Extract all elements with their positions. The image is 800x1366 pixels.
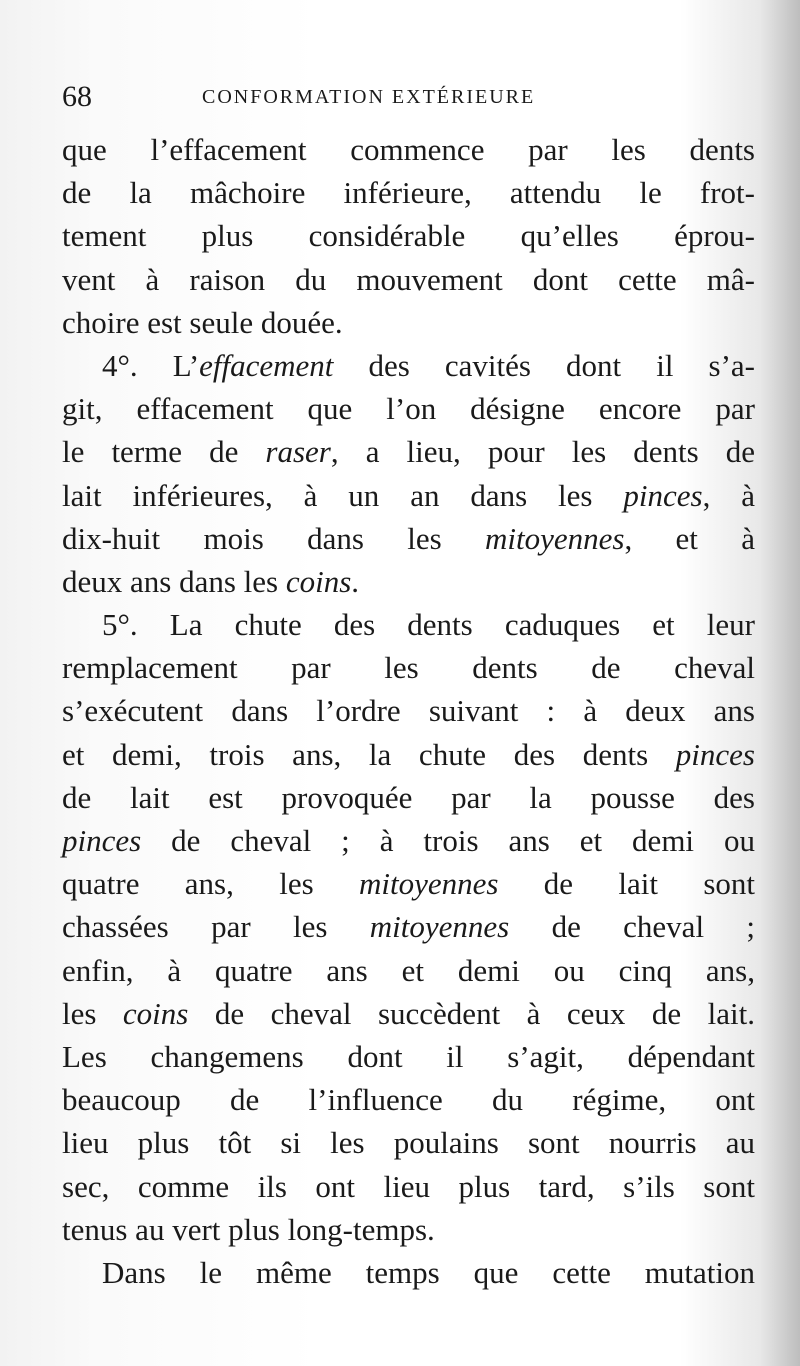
text-line: beaucoup de l’influence du régime, ont bbox=[62, 1082, 755, 1118]
italic-term: pinces bbox=[623, 477, 703, 513]
paragraph-5-start: 5°. La chute des dents caduques et leur bbox=[102, 607, 755, 643]
paragraph-next-start: Dans le même temps que cette mutation bbox=[102, 1254, 755, 1290]
paragraph-4-start: 4°. L’effacement des cavités dont il s’a- bbox=[102, 347, 755, 383]
text-line: dix-huit mois dans les mitoyennes, et à bbox=[62, 520, 755, 556]
italic-term: coins bbox=[285, 563, 352, 599]
page-header bbox=[62, 80, 762, 120]
text-line: enfin, à quatre ans et demi ou cinq ans, bbox=[62, 952, 755, 988]
text-line: quatre ans, les mitoyennes de lait sont bbox=[62, 866, 755, 902]
text-line: lieu plus tôt si les poulains sont nourris au bbox=[62, 1125, 755, 1161]
italic-term: mitoyennes bbox=[369, 909, 510, 945]
page-number: 68 bbox=[62, 80, 92, 113]
italic-term: pinces bbox=[62, 823, 142, 858]
text-line: que l’effacement commence par les dents bbox=[62, 132, 755, 167]
text-line: tement plus considérable qu’elles éprou- bbox=[62, 218, 755, 254]
text-line: chassées par les mitoyennes de cheval ; bbox=[62, 909, 756, 945]
text-line: git, effacement que l’on désigne encore par bbox=[62, 391, 755, 427]
text-line: lait inférieures, à un an dans les pinces, à bbox=[62, 477, 755, 513]
text-line: vent à raison du mouvement dont cette mâ- bbox=[62, 261, 755, 297]
italic-term: coins bbox=[122, 995, 189, 1031]
text-line: sec, comme ils ont lieu plus tard, s’ils sont bbox=[62, 1168, 755, 1204]
italic-term: mitoyennes bbox=[358, 866, 499, 902]
running-head: CONFORMATION EXTÉRIEURE bbox=[202, 86, 536, 108]
text-line: s’exécutent dans l’ordre suivant : à deux ans bbox=[62, 693, 755, 729]
body-text bbox=[62, 128, 755, 1294]
italic-term: pinces bbox=[675, 736, 755, 772]
text-line: de la mâchoire inférieure, attendu le frot- bbox=[62, 175, 755, 211]
text-line: pinces de cheval ; à trois ans et demi ou bbox=[62, 823, 755, 858]
text-line: Les changemens dont il s’agit, dépendant bbox=[62, 1038, 755, 1074]
text-line: tenus au vert plus long-temps. bbox=[62, 1211, 435, 1247]
text-line: et demi, trois ans, la chute des dents pinces bbox=[62, 736, 755, 772]
italic-term: mitoyennes bbox=[485, 520, 625, 556]
text-line: de lait est provoquée par la pousse des bbox=[62, 779, 755, 815]
text-line: les coins de cheval succèdent à ceux de lait. bbox=[62, 995, 755, 1031]
italic-term: effacement bbox=[199, 347, 334, 383]
text-line: deux ans dans les coins. bbox=[62, 563, 360, 599]
text-line: remplacement par les dents de cheval bbox=[62, 650, 755, 686]
text-line: choire est seule douée. bbox=[62, 304, 343, 340]
text-line: le terme de raser, a lieu, pour les dents de bbox=[62, 434, 756, 470]
italic-term: raser bbox=[265, 434, 331, 470]
